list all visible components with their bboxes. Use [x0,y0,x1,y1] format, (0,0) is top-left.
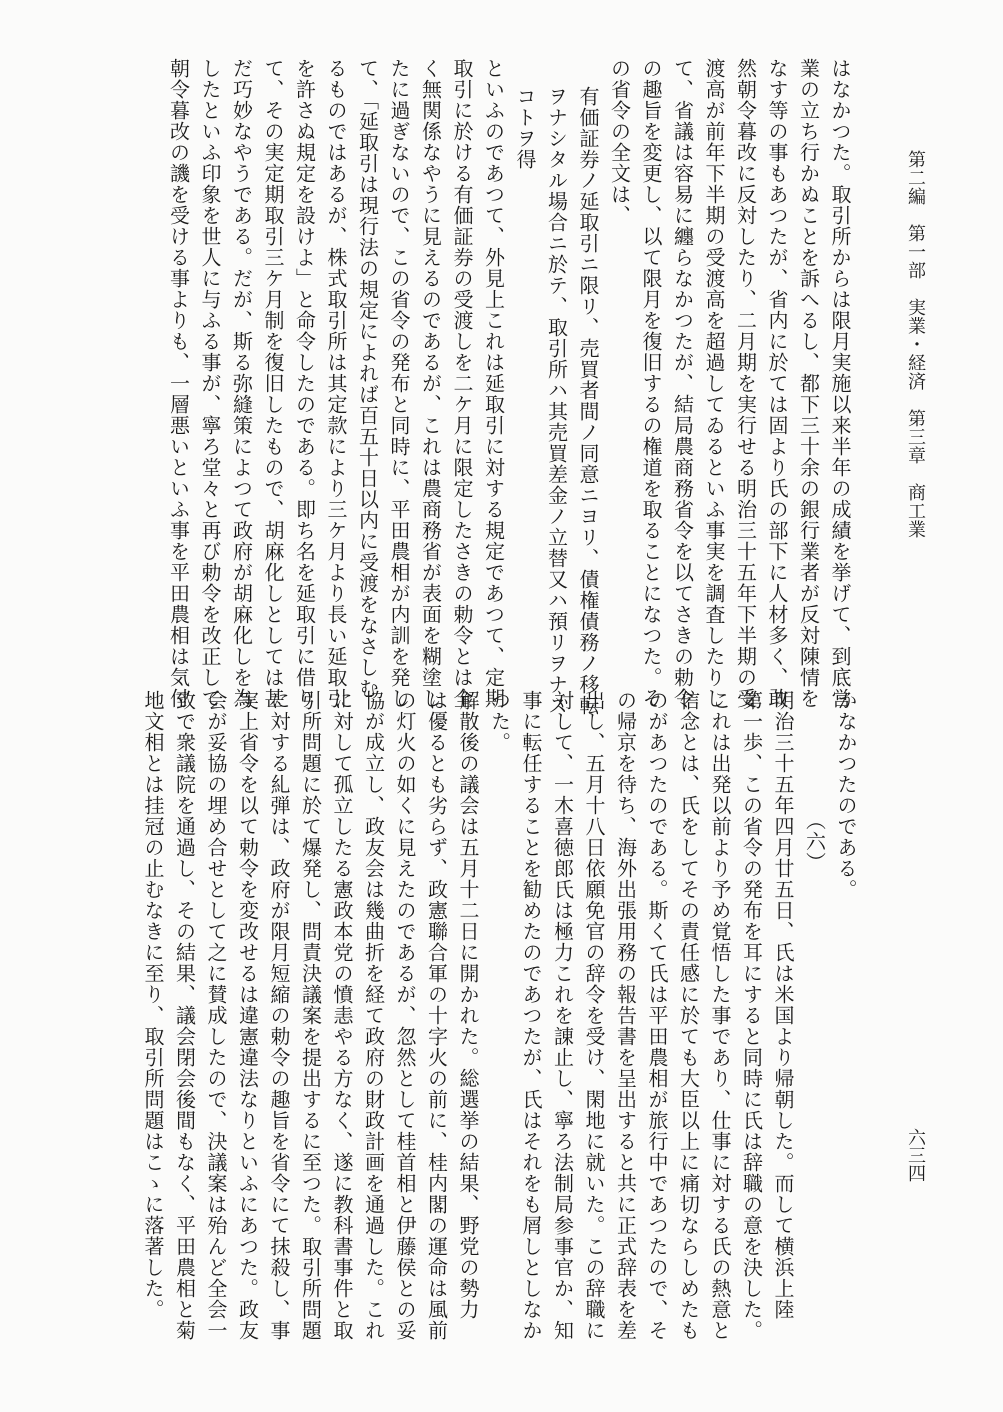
text-column: て、「延取引は現行法の規定によれば百五十日以内に受渡をなさしむ [355,58,380,699]
text-column: 渡高が前年下半期の受渡高を超過してゐるといふ事実を調査したりし [702,58,726,709]
text-column: は優るとも劣らず、政憲聯合軍の十字火の前に、桂内閣の運命は風前 [424,690,449,1341]
text-column: はなかつた。取引所からは限月実施以来半年の成績を挙げて、到底営 [828,58,852,709]
text-column: のがあつたのである。斯くて氏は平田農相が旅行中であつたので、そ [645,690,669,1341]
text-column: に対する糺弾は、政府が限月短縮の勅令の趣旨を省令にて抹殺し、事 [267,690,291,1341]
text-column: の趣旨を変更し、以て限月を復旧するの権道を取ることになつた。そ [639,58,663,709]
text-column: たに過ぎないので、この省令の発布と同時に、平田農相が内訓を発し [387,58,411,709]
text-column: つた。 [487,690,512,753]
text-column: るものではあるが、株式取引所は其定款により三ケ月より長い延取引 [324,58,348,709]
text-column: 然朝令暮改に反対したり、二月期を実行せる明治三十五年下半期の受 [733,58,758,709]
text-column: く無関係なやうに見えるのであるが、これは農商務省が表面を糊塗し [418,58,443,709]
text-column: 明治三十五年四月廿五日、氏は米国より帰朝した。而して横浜上陸 [771,690,795,1320]
lower-text-block [137,690,862,1350]
text-column: 協が成立し、政友会は幾曲折を経て政府の財政計画を通過した。これ [361,690,386,1341]
text-column: したといふ印象を世人に与ふる事が、寧ろ堂々と再び勅令を改正して [198,58,222,709]
text-column: 信念とは、氏をしてその責任感に於ても大臣以上に痛切ならしめたも [676,690,701,1341]
text-column: 解散後の議会は五月十二日に開かれた。総選挙の結果、野党の勢力 [456,690,480,1320]
text-column: に対して孤立したる憲政本党の憤恚やる方なく、遂に教科書事件と取 [330,690,354,1341]
text-column: 事に転任することを勧めたのであつたが、氏はそれをも屑しとしなか [519,690,543,1341]
text-column: て、省議は容易に纏らなかつたが、結局農商務省令を以てさきの勅令 [670,58,695,709]
quoted-ordinance-column: 有価証券ノ延取引ニ限リ、売買者間ノ同意ニヨリ、債権債務ノ移転 [576,86,600,716]
text-column: 実上省令を以て勅令を変改せるは違憲違法なりといふにあつた。政友 [235,690,260,1341]
quoted-ordinance-column: ヲナシタル場合ニ於テ、取引所ハ其売買差金ノ立替又ハ預リヲナス [544,86,569,716]
text-column: なす等の事もあつたが、省内に於ては固より氏の部下に人材多く、敢 [765,58,789,709]
text-column: の灯火の如くに見えたのであるが、忽然として桂首相と伊藤侯との妥 [393,690,417,1341]
text-column: 致で衆議院を通過し、その結果、議会閉会後間もなく、平田農相と菊 [172,690,197,1341]
text-column: これは出発以前より予め覚悟した事であり、仕事に対する氏の熱意と [708,690,732,1341]
upper-text-block [162,58,855,716]
text-column: 第一歩、この省令の発布を耳にすると同時に氏は辞職の意を決した。 [739,690,764,1341]
text-column: て、その実定期取引三ケ月制を復旧したもので、胡麻化しとしては甚 [261,58,285,709]
text-column: といふのであつて、外見上これは延取引に対する規定であつて、定期 [481,58,506,709]
text-column: 出し、五月十八日依願免官の辞令を受け、閑地に就いた。この辞職に [582,690,606,1341]
text-column: を許さぬ規定を設けよ」と命令したのである。即ち名を延取引に借り [292,58,317,709]
text-column: の帰京を待ち、海外出張用務の報告書を呈出すると共に正式辞表を差 [613,690,638,1341]
text-column: 会が妥協の埋め合せとして之に賛成したので、決議案は殆んど全会一 [204,690,228,1341]
running-header: 第二編 第一部 実業・経済 第三章 商工業 [905,150,926,539]
page-number: 六三四 [905,1128,926,1182]
quoted-ordinance-column: コトヲ得 [513,86,537,170]
text-column: かなかつたのである。 [834,690,858,900]
text-column: の省令の全文は、 [607,58,632,226]
text-column: 引所問題に於て爆発し、問責決議案を提出するに至つた。取引所問題 [298,690,323,1341]
text-column: 地文相とは挂冠の止むなきに至り、取引所問題はこゝに落著した。 [141,690,165,1320]
text-column: 業の立ち行かぬことを訴へるし、都下三十余の銀行業者が反対陳情を [796,58,821,709]
text-column: だ巧妙なやうである。だが、斯る弥縫策によつて政府が胡麻化しを為 [229,58,254,709]
text-column: 朝令暮改の譏を受ける事よりも、一層悪いといふ事を平田農相は気付 [166,58,191,709]
text-column: 対して、一木喜徳郎氏は極力これを諌止し、寧ろ法制局参事官か、知 [550,690,575,1341]
section-number: （六） [802,810,827,873]
text-column: 取引に於ける有価証券の受渡しを二ケ月に限定したさきの勅令とは全 [450,58,474,709]
